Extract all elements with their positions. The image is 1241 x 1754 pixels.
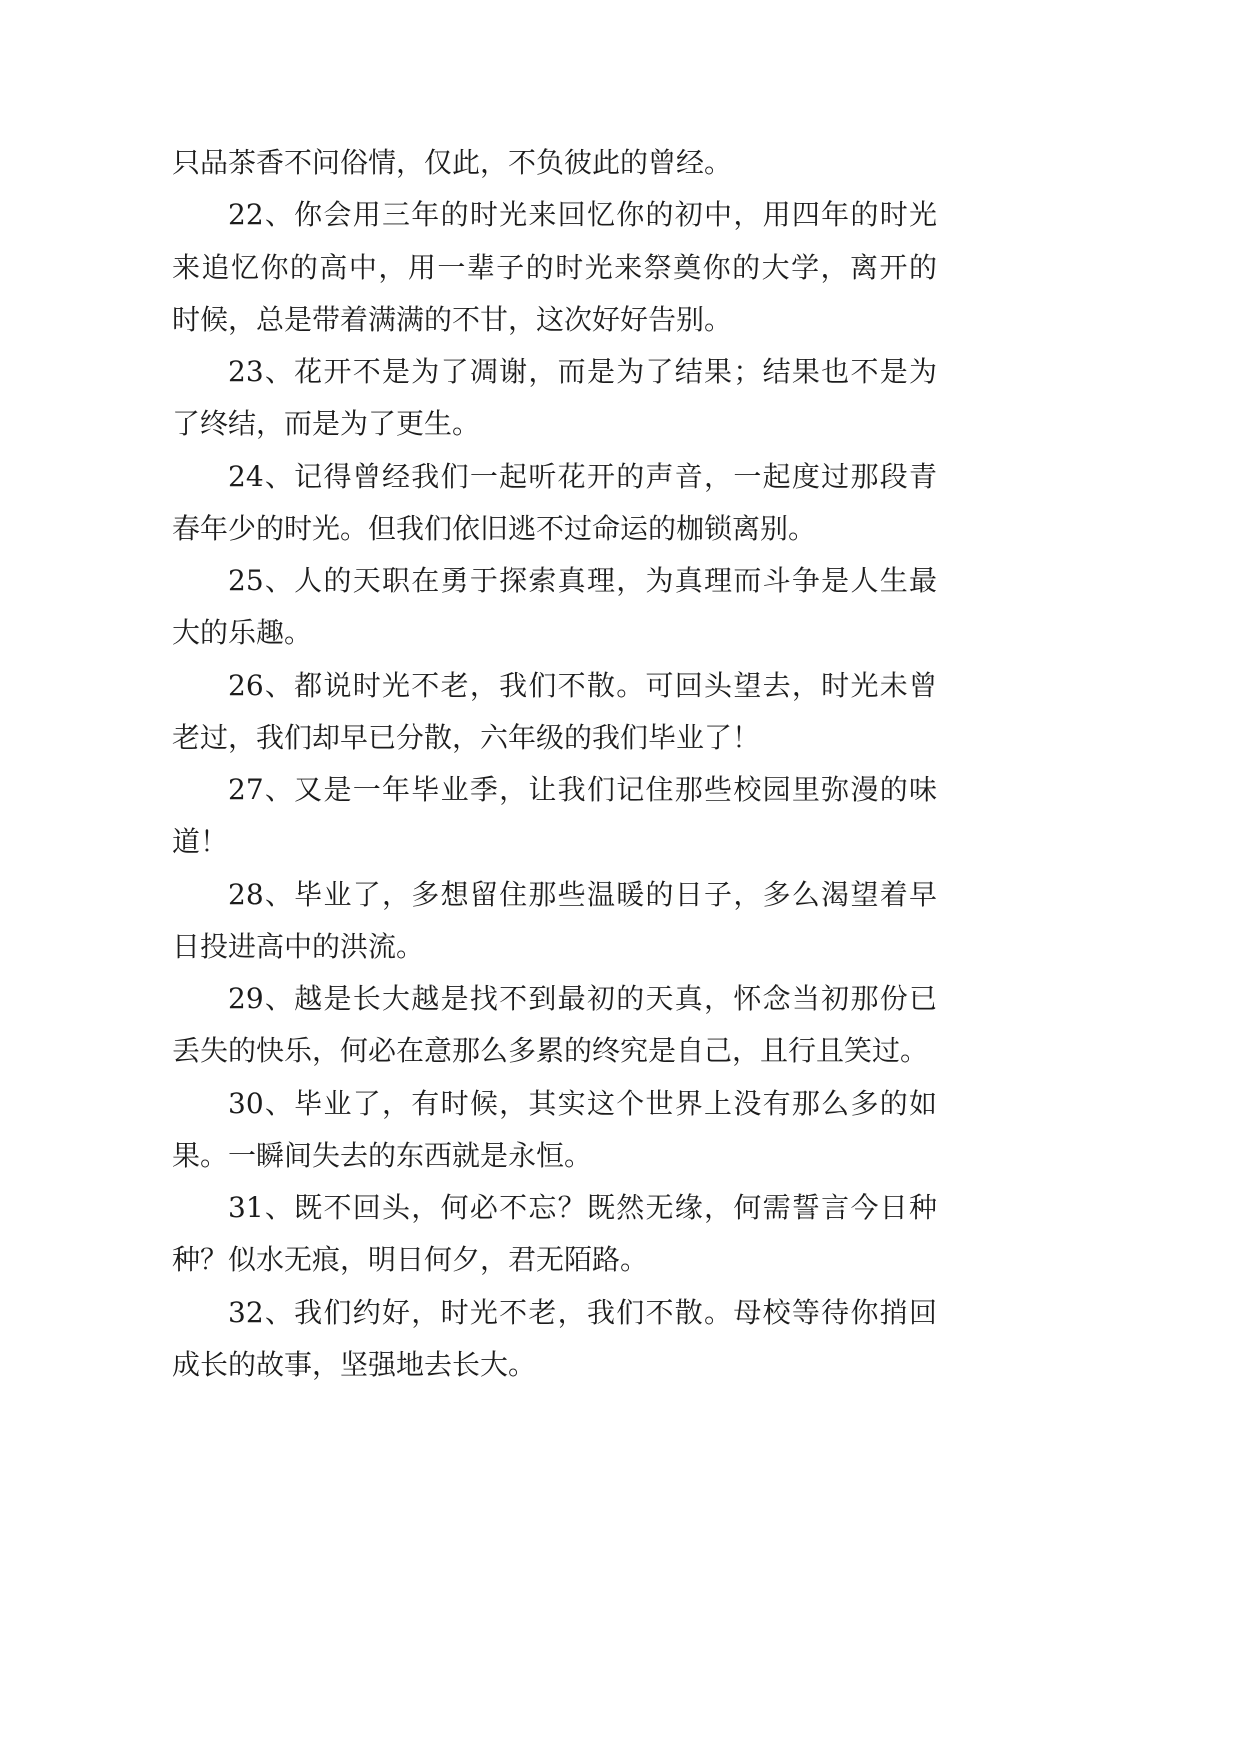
- text-line: 日投进高中的洪流。: [172, 929, 425, 963]
- text-line: 27、又是一年毕业季，让我们记住那些校园里弥漫的味: [228, 773, 937, 806]
- paragraph-25: [172, 555, 937, 660]
- text-line: 老过，我们却早已分散，六年级的我们毕业了！: [172, 720, 761, 754]
- text-line: 28、毕业了，多想留住那些温暖的日子，多么渴望着早: [228, 877, 937, 911]
- text-line: 成长的故事，坚强地去长大。: [172, 1347, 537, 1381]
- text-line: 26、都说时光不老，我们不散。可回头望去，时光未曾: [228, 668, 937, 702]
- paragraph-31: [172, 1182, 937, 1287]
- text-line: 了终结，而是为了更生。: [172, 407, 481, 441]
- paragraph-24: [172, 451, 937, 556]
- text-line: 道！: [172, 825, 229, 859]
- text-line: 来追忆你的高中，用一辈子的时光来祭奠你的大学，离开的: [172, 250, 937, 284]
- text-line: 大的乐趣。: [172, 616, 313, 650]
- text-line: 24、记得曾经我们一起听花开的声音，一起度过那段青: [228, 459, 937, 493]
- paragraph-32: [172, 1287, 937, 1392]
- paragraph-27: [172, 764, 937, 869]
- text-line: 春年少的时光。但我们依旧逃不过命运的枷锁离别。: [172, 511, 817, 545]
- text-line: 只品茶香不问俗情，仅此，不负彼此的曾经。: [172, 146, 733, 179]
- paragraph-26: [172, 660, 937, 765]
- paragraph-30: [172, 1078, 937, 1183]
- text-line: 30、毕业了，有时候，其实这个世界上没有那么多的如: [228, 1086, 937, 1120]
- text-line: 29、越是长大越是找不到最初的天真，怀念当初那份已: [228, 982, 937, 1015]
- text-line: 23、花开不是为了凋谢，而是为了结果；结果也不是为: [228, 355, 937, 388]
- paragraph-23: [172, 346, 937, 451]
- paragraph-continuation: [172, 137, 937, 189]
- text-line: 时候，总是带着满满的不甘，这次好好告别。: [172, 302, 733, 336]
- text-line: 果。一瞬间失去的东西就是永恒。: [172, 1138, 593, 1172]
- paragraph-29: [172, 973, 937, 1078]
- document-body: [172, 137, 937, 1391]
- text-line: 丢失的快乐，何必在意那么多累的终究是自己，且行且笑过。: [172, 1034, 929, 1068]
- text-line: 22、你会用三年的时光来回忆你的初中，用四年的时光: [228, 198, 937, 232]
- text-line: 32、我们约好，时光不老，我们不散。母校等待你捎回: [228, 1295, 937, 1329]
- paragraph-22: [172, 189, 937, 346]
- text-line: 31、既不回头，何必不忘？既然无缘，何需誓言今日种: [228, 1191, 937, 1224]
- text-line: 种？似水无痕，明日何夕，君无陌路。: [172, 1243, 649, 1277]
- text-line: 25、人的天职在勇于探索真理，为真理而斗争是人生最: [228, 564, 937, 597]
- paragraph-28: [172, 869, 937, 974]
